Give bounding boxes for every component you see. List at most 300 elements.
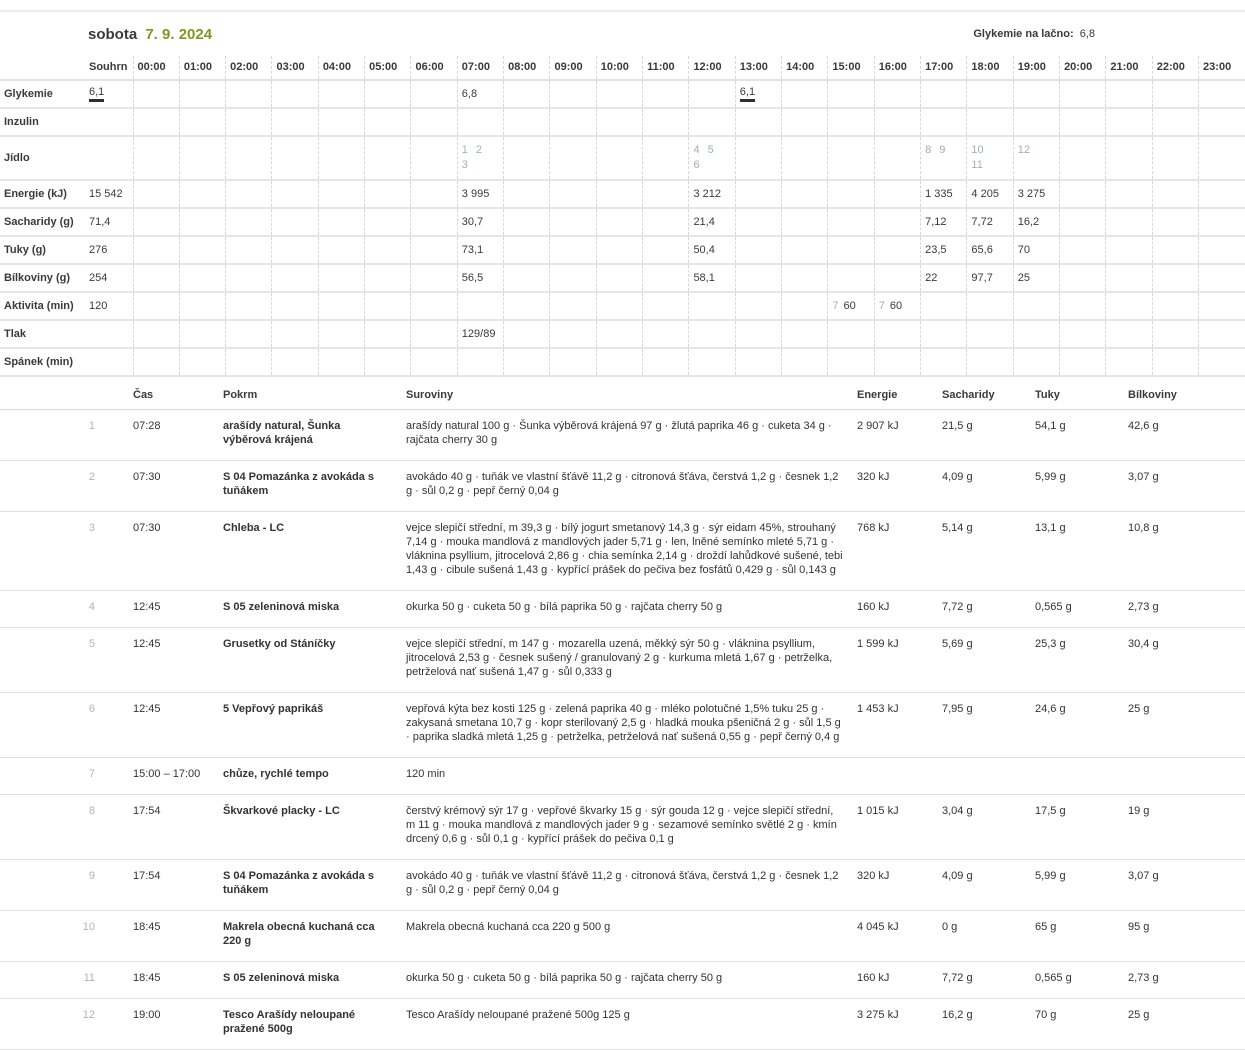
hour-cell <box>967 80 1013 108</box>
meal-energy: 1 453 kJ <box>857 693 942 758</box>
meal-carbs: 16,2 g <box>942 999 1035 1050</box>
hour-cell <box>365 320 411 348</box>
meal-proteins: 25 g <box>1128 693 1245 758</box>
hour-cell <box>1060 320 1106 348</box>
grid-row-label: Spánek (min) <box>4 356 74 368</box>
grid-corner <box>0 56 85 80</box>
hour-cell <box>318 292 364 320</box>
hour-cell <box>689 348 735 376</box>
meals-header-fats: Tuky <box>1035 381 1128 410</box>
hour-cell <box>828 236 874 264</box>
hour-cell <box>735 264 781 292</box>
hour-header: 02:00 <box>226 56 272 80</box>
hour-cell <box>318 348 364 376</box>
activity-ref-link[interactable]: 7 <box>878 300 885 312</box>
hour-cell <box>828 208 874 236</box>
hourly-grid-header-row <box>0 56 1245 80</box>
hour-cell <box>1060 80 1106 108</box>
hour-cell <box>179 208 225 236</box>
hour-cell <box>411 80 457 108</box>
meal-dish[interactable]: Makrela obecná kuchaná cca 220 g <box>223 911 406 962</box>
hour-cell <box>874 80 920 108</box>
summary-cell <box>85 348 133 376</box>
meal-carbs: 4,09 g <box>942 461 1035 512</box>
meal-row-number: 12 <box>0 999 99 1050</box>
meal-row-number: 2 <box>0 461 99 512</box>
meal-proteins: 2,73 g <box>1128 591 1245 628</box>
hour-cell <box>828 180 874 208</box>
hour-cell <box>1106 80 1152 108</box>
meal-fats: 25,3 g <box>1035 628 1128 693</box>
meal-carbs: 4,09 g <box>942 860 1035 911</box>
meals-header-dish: Pokrm <box>223 381 406 410</box>
summary-cell <box>85 180 133 208</box>
hour-cell <box>1106 264 1152 292</box>
meal-ref-link[interactable]: 10 <box>971 144 984 156</box>
meal-row-number: 11 <box>0 962 99 999</box>
hour-header: 09:00 <box>550 56 596 80</box>
grid-row <box>0 180 1245 208</box>
hour-cell <box>226 108 272 136</box>
meal-dish[interactable]: Tesco Arašídy neloupané pražené 500g <box>223 999 406 1050</box>
summary-cell <box>85 208 133 236</box>
hour-cell <box>967 180 1013 208</box>
hour-cell <box>365 80 411 108</box>
hour-cell <box>1106 208 1152 236</box>
grid-row-label: Glykemie <box>4 88 53 100</box>
hour-cell <box>365 108 411 136</box>
hour-cell <box>226 292 272 320</box>
hour-cell <box>411 208 457 236</box>
meal-dish[interactable]: S 04 Pomazánka z avokáda s tuňákem <box>223 461 406 512</box>
hour-header: 11:00 <box>643 56 689 80</box>
meal-ref-link[interactable]: 3 <box>461 159 468 171</box>
hour-cell <box>643 264 689 292</box>
grid-row <box>0 264 1245 292</box>
hour-cell <box>550 180 596 208</box>
meal-ingredients: okurka 50 g · cuketa 50 g · bílá paprika 50 g · rajčata cherry 50 g <box>406 591 857 628</box>
hour-cell <box>226 264 272 292</box>
hour-cell <box>504 236 550 264</box>
hour-cell <box>828 320 874 348</box>
meal-energy: 320 kJ <box>857 860 942 911</box>
hour-cell <box>133 348 179 376</box>
hour-cell <box>133 236 179 264</box>
activity-ref-link[interactable]: 7 <box>832 300 839 312</box>
summary-value[interactable]: 6,1 <box>89 87 104 103</box>
hour-cell <box>596 320 642 348</box>
meal-refs <box>693 144 725 174</box>
meal-time: 12:45 <box>99 591 223 628</box>
hour-cell <box>272 320 318 348</box>
hour-cell <box>782 348 828 376</box>
hour-cell <box>967 264 1013 292</box>
hour-cell <box>689 292 735 320</box>
meals-header-carbs: Sacharidy <box>942 381 1035 410</box>
meals-table <box>0 381 1245 1050</box>
hour-cell <box>365 348 411 376</box>
hour-cell <box>967 292 1013 320</box>
hour-cell <box>874 264 920 292</box>
hour-cell <box>921 236 967 264</box>
meal-fats: 70 g <box>1035 999 1128 1050</box>
hour-cell <box>179 348 225 376</box>
hour-cell <box>921 80 967 108</box>
meal-dish[interactable]: S 04 Pomazánka z avokáda s tuňákem <box>223 860 406 911</box>
hour-cell <box>1013 292 1059 320</box>
hour-cell <box>643 348 689 376</box>
meal-ingredients: 120 min <box>406 758 857 795</box>
hour-cell <box>1199 80 1245 108</box>
hour-cell <box>318 108 364 136</box>
hour-cell <box>967 208 1013 236</box>
hour-cell <box>318 180 364 208</box>
hour-cell <box>1013 208 1059 236</box>
summary-header: Souhrn <box>85 56 133 80</box>
meal-fats: 0,565 g <box>1035 591 1128 628</box>
meal-refs <box>925 144 957 159</box>
hour-cell <box>550 108 596 136</box>
hour-cell <box>226 348 272 376</box>
hour-cell <box>596 236 642 264</box>
hour-cell <box>133 136 179 180</box>
meals-header-proteins: Bílkoviny <box>1128 381 1245 410</box>
grid-value: 73,1 <box>461 244 484 256</box>
hour-cell <box>1152 236 1198 264</box>
meals-header-time: Čas <box>99 381 223 410</box>
hour-cell <box>596 264 642 292</box>
grid-row-label: Energie (kJ) <box>4 188 67 200</box>
hour-header: 04:00 <box>318 56 364 80</box>
meal-row-number: 6 <box>0 693 99 758</box>
hour-cell <box>782 208 828 236</box>
hour-cell <box>179 80 225 108</box>
hour-cell <box>504 208 550 236</box>
meal-ref-link[interactable]: 4 <box>693 144 700 156</box>
meal-row-number: 10 <box>0 911 99 962</box>
fasting-glycemia-label: Glykemie na lačno: <box>973 28 1074 40</box>
hour-cell <box>1013 348 1059 376</box>
meal-dish[interactable]: Škvarkové placky - LC <box>223 795 406 860</box>
meal-energy: 320 kJ <box>857 461 942 512</box>
meal-carbs: 3,04 g <box>942 795 1035 860</box>
meal-ingredients: Tesco Arašídy neloupané pražené 500g 125 g <box>406 999 857 1050</box>
grid-value: 50,4 <box>693 244 715 256</box>
hour-cell <box>133 80 179 108</box>
meal-fats <box>1035 758 1128 795</box>
hour-cell <box>504 136 550 180</box>
hour-cell <box>596 292 642 320</box>
hour-cell <box>457 108 503 136</box>
hour-header: 21:00 <box>1106 56 1152 80</box>
hour-cell <box>643 136 689 180</box>
meal-ingredients: vepřová kýta bez kosti 125 g · zelená paprika 40 g · mléko polotučné 1,5% tuku 25 g · zakysaná smetana 10,7 g · kopr sterilovaný 2,5 g · hladká mouka pšeničná 2 g · sůl 1,5 g · paprika sladká mletá 1,25 g · petrželka, petrželová nať sušená 0,55 g · pepř černý 0,4 g <box>406 693 857 758</box>
hour-cell <box>874 236 920 264</box>
hour-cell <box>272 80 318 108</box>
hour-cell <box>689 208 735 236</box>
hour-cell <box>411 108 457 136</box>
hour-cell <box>596 180 642 208</box>
meal-ref-link[interactable]: 1 <box>461 144 468 156</box>
hour-cell <box>967 320 1013 348</box>
grid-value: 7,72 <box>971 216 993 228</box>
hour-cell <box>365 180 411 208</box>
hour-cell <box>689 108 735 136</box>
hour-cell <box>828 292 874 320</box>
hourly-grid <box>0 56 1245 377</box>
grid-row <box>0 208 1245 236</box>
meal-ref-link[interactable]: 11 <box>971 159 983 171</box>
meal-ref-link[interactable]: 2 <box>475 144 483 156</box>
hour-cell <box>596 108 642 136</box>
hour-cell <box>1013 264 1059 292</box>
hour-cell <box>874 348 920 376</box>
hour-cell <box>828 136 874 180</box>
hour-cell <box>689 80 735 108</box>
hour-cell <box>179 320 225 348</box>
hour-cell <box>457 264 503 292</box>
hour-cell <box>550 136 596 180</box>
meal-proteins: 42,6 g <box>1128 410 1245 461</box>
hour-cell <box>272 348 318 376</box>
hour-cell <box>1013 80 1059 108</box>
meal-ingredients: vejce slepičí střední, m 147 g · mozarella uzená, měkký sýr 50 g · vláknina psyllium, jitrocelová 2,53 g · česnek sušený / granulovaný 2 g · kurkuma mletá 1,67 g · petrželka, petrželová nať sušená 1,47 g · sůl 0,333 g <box>406 628 857 693</box>
hour-cell <box>1013 236 1059 264</box>
hour-cell <box>1152 320 1198 348</box>
meal-carbs: 7,72 g <box>942 962 1035 999</box>
meal-dish[interactable]: Chleba - LC <box>223 512 406 591</box>
hour-cell <box>643 320 689 348</box>
meal-row-number: 4 <box>0 591 99 628</box>
hour-cell <box>874 292 920 320</box>
grid-value: 3 212 <box>693 188 721 200</box>
day-header <box>0 12 1245 56</box>
hour-cell <box>504 108 550 136</box>
hour-cell <box>1013 136 1059 180</box>
hour-cell <box>504 348 550 376</box>
hour-cell <box>272 236 318 264</box>
meal-ingredients: avokádo 40 g · tuňák ve vlastní šťávě 11,2 g · citronová šťáva, čerstvá 1,2 g · česnek 1,2 g · sůl 0,2 g · pepř černý 0,04 g <box>406 461 857 512</box>
hour-cell <box>1152 80 1198 108</box>
hour-header: 22:00 <box>1152 56 1198 80</box>
hour-cell <box>272 108 318 136</box>
meal-ref-link[interactable]: 6 <box>693 159 700 171</box>
meal-ref-link[interactable]: 8 <box>925 144 932 156</box>
meal-fats: 5,99 g <box>1035 461 1128 512</box>
hour-cell <box>457 292 503 320</box>
summary-value: 120 <box>89 300 108 312</box>
hour-cell <box>1060 136 1106 180</box>
hour-cell <box>828 80 874 108</box>
summary-value: 276 <box>89 244 108 256</box>
hour-cell <box>1199 180 1245 208</box>
grid-row-label: Tuky (g) <box>4 244 46 256</box>
hour-cell <box>272 180 318 208</box>
hour-cell <box>133 180 179 208</box>
hour-cell <box>226 236 272 264</box>
hour-cell <box>689 136 735 180</box>
hour-cell <box>504 264 550 292</box>
hour-cell <box>1106 108 1152 136</box>
meal-row-number: 1 <box>0 410 99 461</box>
hour-cell <box>504 320 550 348</box>
summary-value: 71,4 <box>89 216 111 228</box>
hour-cell <box>133 108 179 136</box>
hour-cell <box>179 264 225 292</box>
hour-cell <box>550 348 596 376</box>
grid-value: 23,5 <box>925 244 947 256</box>
hour-cell <box>1152 264 1198 292</box>
hour-cell <box>1199 348 1245 376</box>
meal-ingredients: vejce slepičí střední, m 39,3 g · bílý jogurt smetanový 14,3 g · sýr eidam 45%, strouhaný 7,14 g · mouka mandlová z mandlových jader 5,71 g · len, lněné semínko mleté 5,71 g · vláknina psyllium, jitrocelová 2,86 g · chia semínka 2,14 g · droždí lahůdkové sušené, tebi 1,43 g · cibule sušená 1,43 g · kypřící prášek do pečiva bez fosfátů 0,429 g · sůl 0,143 g <box>406 512 857 591</box>
meal-time: 19:00 <box>99 999 223 1050</box>
hour-cell <box>272 208 318 236</box>
hour-cell <box>967 348 1013 376</box>
hour-cell <box>782 320 828 348</box>
meal-proteins: 25 g <box>1128 999 1245 1050</box>
meal-ref-link[interactable]: 12 <box>1017 144 1030 156</box>
hour-cell <box>1199 108 1245 136</box>
meal-refs <box>462 144 494 174</box>
grid-row-label: Jídlo <box>4 152 30 164</box>
meal-fats: 5,99 g <box>1035 860 1128 911</box>
grid-row-label: Bílkoviny (g) <box>4 272 71 284</box>
hour-cell <box>735 180 781 208</box>
hour-cell <box>689 180 735 208</box>
meal-row <box>0 512 1245 591</box>
meal-carbs: 5,69 g <box>942 628 1035 693</box>
hour-header: 17:00 <box>921 56 967 80</box>
hour-cell <box>226 320 272 348</box>
grid-row <box>0 108 1245 136</box>
meal-row <box>0 795 1245 860</box>
meal-row <box>0 693 1245 758</box>
hour-cell <box>457 348 503 376</box>
grid-value[interactable]: 6,1 <box>740 87 755 103</box>
hour-cell <box>828 108 874 136</box>
hour-cell <box>967 108 1013 136</box>
hour-cell <box>179 236 225 264</box>
meal-time: 07:30 <box>99 512 223 591</box>
grid-row-label: Aktivita (min) <box>4 300 74 312</box>
hour-cell <box>874 108 920 136</box>
hour-cell <box>782 108 828 136</box>
day-name: sobota <box>88 26 138 43</box>
hour-header: 01:00 <box>179 56 225 80</box>
hour-cell <box>1152 108 1198 136</box>
meal-time: 12:45 <box>99 628 223 693</box>
meal-ingredients: Makrela obecná kuchaná cca 220 g 500 g <box>406 911 857 962</box>
summary-cell <box>85 236 133 264</box>
hour-cell <box>550 236 596 264</box>
grid-value: 60 <box>889 300 903 312</box>
summary-cell <box>85 80 133 108</box>
hour-cell <box>133 208 179 236</box>
hour-cell <box>921 292 967 320</box>
hour-cell <box>550 292 596 320</box>
hour-cell <box>1106 236 1152 264</box>
hour-header: 23:00 <box>1199 56 1245 80</box>
hour-cell <box>1106 292 1152 320</box>
grid-value: 16,2 <box>1017 216 1040 228</box>
hour-cell <box>179 136 225 180</box>
meal-fats: 0,565 g <box>1035 962 1128 999</box>
meal-dish[interactable]: chůze, rychlé tempo <box>223 758 406 795</box>
hour-cell <box>1060 208 1106 236</box>
summary-cell <box>85 108 133 136</box>
hour-header: 06:00 <box>411 56 457 80</box>
meal-dish[interactable]: arašídy natural, Šunka výběrová krájená <box>223 410 406 461</box>
hour-cell <box>1152 180 1198 208</box>
hour-cell <box>133 292 179 320</box>
hour-cell <box>504 180 550 208</box>
hour-cell <box>504 292 550 320</box>
hour-cell <box>272 292 318 320</box>
hour-cell <box>1199 236 1245 264</box>
grid-value: 65,6 <box>971 244 993 256</box>
meal-ingredients: čerstvý krémový sýr 17 g · vepřové škvarky 15 g · sýr gouda 12 g · vejce slepičí střední, m 11 g · mouka mandlová z mandlových jader 9 g · sezamové semínko světlé 2 g · kmín drcený 0,6 g · sůl 0,1 g · kypřící prášek do pečiva 0,1 g <box>406 795 857 860</box>
meal-dish[interactable]: Grusetky od Stáníčky <box>223 628 406 693</box>
hour-cell <box>735 236 781 264</box>
grid-row-label: Tlak <box>4 328 27 340</box>
grid-value: 3 995 <box>461 188 490 200</box>
hour-cell <box>1060 236 1106 264</box>
hour-cell <box>365 136 411 180</box>
hour-cell <box>735 348 781 376</box>
hour-cell <box>782 136 828 180</box>
summary-cell <box>85 264 133 292</box>
grid-row <box>0 348 1245 376</box>
meal-dish[interactable]: S 05 zeleninová miska <box>223 591 406 628</box>
hour-cell <box>1013 180 1059 208</box>
meal-row <box>0 628 1245 693</box>
grid-row-label: Inzulin <box>4 116 39 128</box>
hour-header: 12:00 <box>689 56 735 80</box>
hour-cell <box>411 264 457 292</box>
meal-proteins: 3,07 g <box>1128 860 1245 911</box>
hour-cell <box>643 108 689 136</box>
hour-cell <box>921 264 967 292</box>
meal-row-number: 5 <box>0 628 99 693</box>
hour-cell <box>735 80 781 108</box>
grid-value: 1 335 <box>925 188 953 200</box>
hour-header: 18:00 <box>967 56 1013 80</box>
hour-cell <box>643 180 689 208</box>
hour-cell <box>1199 136 1245 180</box>
hour-cell <box>643 292 689 320</box>
hour-cell <box>318 236 364 264</box>
hour-cell <box>133 320 179 348</box>
meals-header-row <box>0 381 1245 410</box>
summary-cell <box>85 292 133 320</box>
meal-energy: 1 599 kJ <box>857 628 942 693</box>
meal-time: 15:00 – 17:00 <box>99 758 223 795</box>
grid-row <box>0 80 1245 108</box>
hour-cell <box>133 264 179 292</box>
hour-cell <box>179 292 225 320</box>
meal-carbs: 7,72 g <box>942 591 1035 628</box>
meal-ref-link[interactable]: 9 <box>939 144 946 156</box>
hour-cell <box>1152 348 1198 376</box>
meal-dish[interactable]: S 05 zeleninová miska <box>223 962 406 999</box>
meal-ref-link[interactable]: 5 <box>707 144 714 156</box>
hour-cell <box>1060 108 1106 136</box>
meal-row <box>0 461 1245 512</box>
grid-row <box>0 320 1245 348</box>
meal-dish[interactable]: 5 Vepřový paprikáš <box>223 693 406 758</box>
hour-cell <box>457 236 503 264</box>
grid-value: 21,4 <box>693 216 715 228</box>
